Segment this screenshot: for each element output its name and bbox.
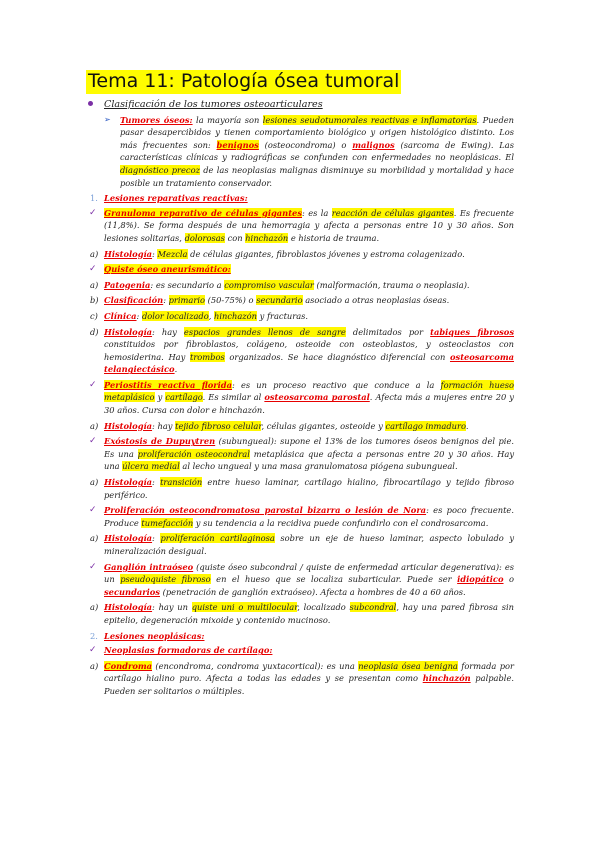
text: de células gigantes, fibroblastos jóvenes y estroma colagenizado. (187, 248, 465, 259)
text: : (136, 310, 142, 321)
page-title: Tema 11: Patología ósea tumoral (88, 70, 400, 92)
highlight: úlcera medial (122, 461, 180, 472)
highlight: quiste uni o multilocular (191, 602, 298, 613)
item-neoplasias-cartilago (88, 644, 514, 657)
highlight: formación hueso metaplásico (104, 379, 514, 403)
highlight: transición (160, 477, 203, 488)
text: (encondroma, condroma yuxtacortical): es una (152, 660, 359, 671)
text: . Es frecuente (11,8%). Se forma después de una hemorragia y afecta a personas entre 10 y 30 años. Son lesiones solitarias, (104, 207, 514, 243)
term: benignos (216, 139, 259, 150)
text: en el hueso que se localiza subarticular. Puede ser (210, 574, 458, 585)
highlight: reacción de células gigantes (331, 207, 454, 218)
item-quiste-histologia (88, 326, 514, 376)
check-icon: ✓ (89, 645, 97, 656)
letter-marker: d) (90, 326, 99, 337)
text: , (208, 310, 214, 321)
item-granuloma-histologia (88, 248, 514, 261)
text: (sarcoma de Ewing). Las características clínicas y radiográficas se confunden con enfermedades no neoplásicas. El (120, 139, 514, 163)
number-marker: 1. (90, 193, 98, 204)
term: Granuloma reparativo de células gigantes (104, 207, 302, 218)
bullet-dot-icon (88, 101, 93, 106)
term: Proliferación osteocondromatosa parostal bizarra o lesión de Nora (104, 505, 427, 516)
item-periostitis-histologia (88, 420, 514, 433)
highlight: tejido fibroso celular (175, 420, 262, 431)
text: la mayoría son (192, 114, 263, 125)
highlight: neoplasia ósea benigna (358, 660, 458, 671)
text: : (163, 295, 169, 306)
highlight: tumefacción (141, 517, 194, 528)
term: Histología (104, 248, 153, 259)
text: : (152, 248, 158, 259)
text: y su tendencia a la recidiva puede confundirlo con el condrosarcoma. (193, 517, 489, 528)
text: . Es similar al (202, 392, 265, 403)
highlight: trombos (189, 351, 225, 362)
text: : hay (152, 420, 176, 431)
term: Quiste óseo aneurismático: (104, 264, 231, 275)
check-icon: ✓ (89, 561, 97, 572)
text: al lecho ungueal y una masa granulomatosa piógena subungueal. (179, 461, 458, 472)
item-exostosis (88, 435, 514, 473)
letter-marker: a) (90, 279, 99, 290)
letter-marker: a) (90, 660, 99, 671)
text: asociado a otras neoplasias óseas. (302, 295, 450, 306)
item-quiste-clasificacion (88, 294, 514, 307)
highlight: proliferación osteocondral (137, 448, 250, 459)
check-icon: ✓ (89, 379, 97, 390)
letter-marker: a) (90, 248, 99, 259)
item-proliferacion-histologia (88, 532, 514, 557)
highlight: diagnóstico precoz (120, 164, 200, 175)
highlight: Mezcla (157, 248, 188, 259)
text: o (503, 574, 514, 585)
text: metaplásica que afecta a personas entre 20 y 30 años. Hay una (104, 448, 515, 472)
paragraph-tumores-oseos (88, 114, 514, 190)
term: Periostitis reactiva florida (104, 379, 232, 390)
term: Condroma (104, 660, 153, 671)
text: (quiste óseo subcondral / quiste de enfermedad articular degenerativa): es un (104, 561, 514, 585)
text: : es la (302, 207, 332, 218)
text: formada por cartílago hialino puro. Afecta a todas las edades y se presentan como (104, 660, 514, 684)
text: : hay (152, 326, 184, 337)
highlight: compromiso vascular (224, 279, 314, 290)
letter-marker: c) (90, 310, 98, 321)
term: hinchazón (422, 673, 471, 684)
text: , localizado (297, 602, 350, 613)
term: tabiques fibrosos (430, 326, 514, 337)
term: malignos (352, 139, 395, 150)
arrow-bullet-icon: ➢ (104, 114, 111, 124)
item-periostitis (88, 379, 514, 417)
item-exostosis-histologia (88, 476, 514, 501)
highlight: dolorosas (184, 232, 225, 243)
text: palpable. Pueden ser solitarios o múltiples. (104, 673, 514, 696)
term: Patogenia (104, 279, 151, 290)
text: de las neoplasias malignas disminuye su morbilidad y mortalidad y hace posible un tratamiento conservador. (120, 164, 514, 188)
highlight: cartílago inmaduro (385, 420, 466, 431)
text: : es poco frecuente. Produce (104, 505, 514, 528)
item-proliferacion-nora (88, 504, 514, 529)
highlight: espacios grandes llenos de sangre (183, 326, 346, 337)
text: delimitados por (345, 326, 431, 337)
letter-marker: a) (90, 477, 99, 488)
term: secundarios (104, 586, 160, 597)
text: organizados. Se hace diagnóstico diferencial con (224, 351, 450, 362)
document-body (88, 98, 514, 701)
item-quiste-clinica (88, 310, 514, 323)
highlight: primario (168, 295, 205, 306)
text: : hay un (152, 602, 192, 613)
text: . Afecta más a mujeres entre 20 y 30 años. Cursa con dolor e hinchazón. (104, 392, 514, 416)
text: (50-75%) o (205, 295, 257, 306)
numbered-heading-2 (88, 630, 514, 643)
highlight: proliferación cartilaginosa (160, 533, 275, 544)
highlight: subcondral (349, 602, 397, 613)
term: Clínica (104, 310, 137, 321)
term: Histología (104, 602, 153, 613)
text: con (224, 232, 246, 243)
text: : es un proceso reactivo que conduce a la (232, 379, 441, 390)
text: : (152, 477, 161, 488)
section-heading-text: Clasificación de los tumores osteoarticulares (104, 99, 323, 110)
text: : (152, 533, 161, 544)
item-quiste-oseo (88, 263, 514, 276)
highlight: cartílago (165, 392, 203, 403)
text: . Pueden pasar desapercibidos y tienen comportamiento biológico y origen histológico distinto. Los más frecuentes son: (120, 114, 515, 150)
letter-marker: a) (90, 420, 99, 431)
highlight: pseudoquiste fibroso (120, 574, 211, 585)
highlight: secundario (256, 295, 303, 306)
term: Ganglión intraóseo (104, 561, 194, 572)
term: osteosarcoma parostal (264, 392, 370, 403)
check-icon: ✓ (89, 505, 97, 516)
item-condroma (88, 660, 514, 698)
text: e historia de trauma. (288, 232, 380, 243)
text: (malformación, trauma o neoplasia). (313, 279, 470, 290)
text: sobre un eje de hueso laminar, aspecto lobulado y mineralización desigual. (104, 533, 515, 556)
check-icon: ✓ (89, 264, 97, 275)
term: Exóstosis de Dupuytren (104, 436, 216, 447)
text: constituidos por fibroblastos, colágeno, osteoide con osteoblastos, y osteoclastos con hemosiderina. Hay (104, 339, 514, 362)
letter-marker: b) (90, 295, 99, 306)
numbered-heading-text: Lesiones neoplásicas: (104, 630, 205, 641)
text: (osteocondroma) o (258, 139, 353, 150)
term: osteosarcoma telangiectásico (104, 351, 514, 375)
check-icon: ✓ (89, 436, 97, 447)
highlight: lesiones seudotumorales reactivas e inflamatorias (262, 114, 477, 125)
check-icon: ✓ (89, 207, 97, 218)
highlight: hinchazón (245, 232, 289, 243)
text: . (465, 420, 469, 431)
item-quiste-patogenia (88, 279, 514, 292)
text: y fracturas. (256, 310, 309, 321)
text: , células gigantes, osteoide y (261, 420, 386, 431)
highlight: hinchazón (213, 310, 257, 321)
term: Tumores óseos: (120, 114, 193, 125)
term: Histología (104, 420, 153, 431)
term: idiopático (457, 574, 504, 585)
term: Histología (104, 477, 153, 488)
text: . (174, 364, 178, 375)
numbered-heading-1 (88, 192, 514, 205)
letter-marker: a) (90, 533, 99, 544)
term: Histología (104, 533, 153, 544)
item-ganglion (88, 561, 514, 599)
text: : es secundario a (150, 279, 225, 290)
number-marker: 2. (90, 630, 98, 641)
text: , hay una pared fibrosa sin epitelio, degeneración mixoide y contenido mucinoso. (104, 602, 514, 625)
text: y (154, 392, 166, 403)
section-heading (88, 98, 514, 112)
text: (penetración de ganglión extraóseo). Afecta a hombres de 40 a 60 años. (159, 586, 466, 597)
term: Histología (104, 326, 153, 337)
numbered-heading-text: Lesiones reparativas reactivas: (104, 193, 248, 204)
item-granuloma (88, 207, 514, 245)
highlight: dolor localizado (141, 310, 209, 321)
term: Clasificación (104, 295, 164, 306)
text: entre hueso laminar, cartílago hialino, fibrocartílago y tejido fibroso periférico. (104, 477, 514, 500)
item-ganglion-histologia (88, 601, 514, 626)
term: Neoplasias formadoras de cartílago: (104, 645, 273, 656)
letter-marker: a) (90, 602, 99, 613)
text: (subungueal): supone el 13% de los tumores óseos benignos del pie. Es una (104, 436, 514, 459)
